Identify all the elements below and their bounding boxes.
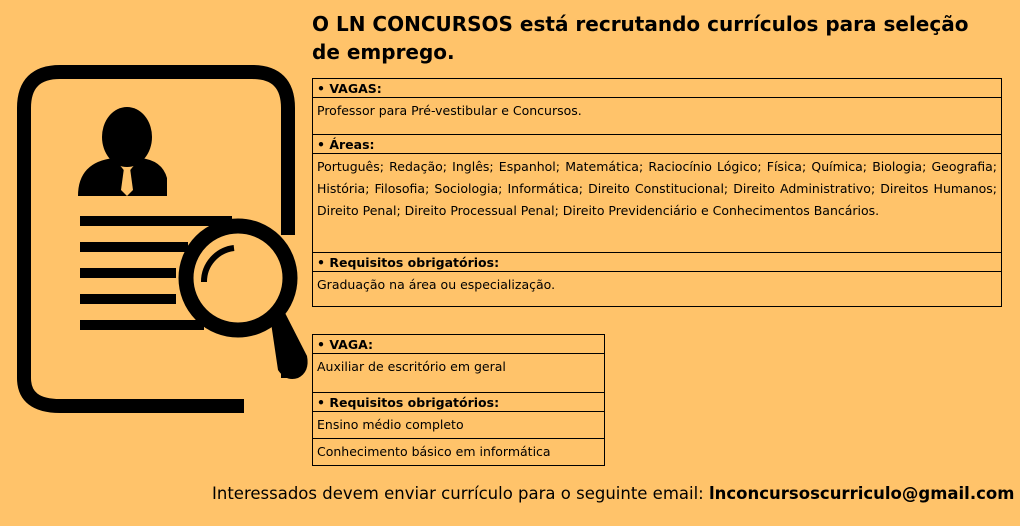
person-silhouette-icon [78,107,167,196]
vaga-header: • VAGA: [313,335,605,354]
magnifying-glass-icon [186,226,308,379]
requisitos-header: • Requisitos obrigatórios: [313,393,605,412]
vagas-value: Professor para Pré-vestibular e Concursos. [313,98,1002,135]
page-title: O LN CONCURSOS está recrutando currículos para seleção de emprego. [312,12,969,64]
vaga-value: Auxiliar de escritório em geral [313,354,605,393]
job-table-auxiliar [312,334,605,466]
job-table-professor [312,78,1002,307]
requisitos-value: Graduação na área ou especialização. [313,272,1002,307]
contact-footer [212,484,1014,503]
resume-search-illustration [12,60,312,420]
areas-value: Português; Redação; Inglês; Espanhol; Matemática; Raciocínio Lógico; Física; Química; Biologia; Geografia; História; Filosofia; Sociologia; Informática; Direito Constitucional; Direito Administrativo; Direitos Humanos; Direito Penal; Direito Processual Penal; Direito Previdenciário e Conhecimentos Bancários. [313,154,1002,253]
vagas-header: • VAGAS: [313,79,1002,98]
contact-email[interactable]: lnconcursoscurriculo@gmail.com [709,484,1015,503]
requisito-item: Ensino médio completo [313,412,605,439]
requisito-item: Conhecimento básico em informática [313,439,605,466]
footer-text: Interessados devem enviar currículo para o seguinte email: [212,484,709,503]
areas-header: • Áreas: [313,135,1002,154]
requisitos-header: • Requisitos obrigatórios: [313,253,1002,272]
